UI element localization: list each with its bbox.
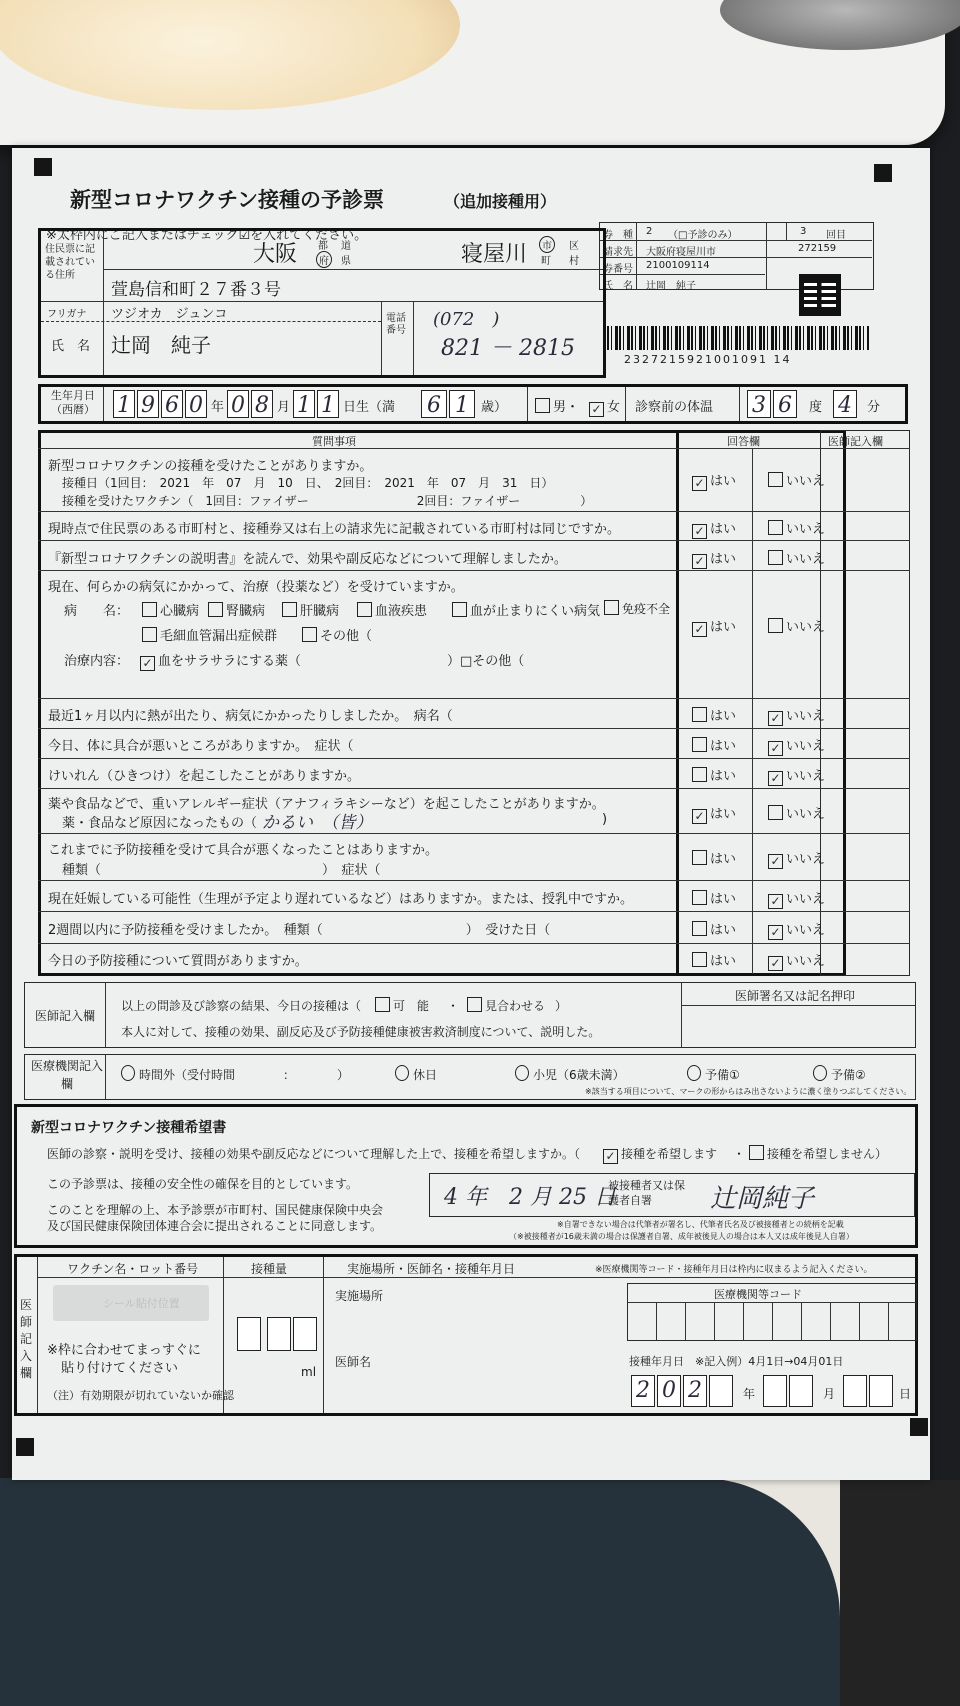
- consent-note1: ※自署できない場合は代筆者が署名し、代筆者氏名及び被接種者との続柄を記載: [557, 1220, 844, 1229]
- doctor-kano[interactable]: [375, 997, 429, 1014]
- q12-yes[interactable]: [692, 950, 736, 969]
- seikyu-code: 272159: [798, 243, 837, 254]
- consent-title: 新型コロナワクチン接種希望書: [31, 1120, 227, 1136]
- signature: 辻岡純子: [710, 1184, 815, 1214]
- dob-year-digit: 9: [137, 390, 159, 418]
- q4-d8[interactable]: [302, 625, 372, 644]
- q5-no[interactable]: ✓ いいえ: [768, 705, 825, 726]
- furigana: ツジオカ ジュンコ: [111, 307, 228, 322]
- q4-d4[interactable]: [357, 600, 427, 619]
- no-label: いいえ: [786, 620, 826, 635]
- o1-label: 時間外（受付時間 ： ）: [139, 1068, 350, 1082]
- q10-no[interactable]: ✓ いいえ: [768, 888, 825, 909]
- registration-mark-icon: [16, 1438, 34, 1456]
- no-label: いいえ: [786, 852, 826, 867]
- q11-text: 2週間以内に予防接種を受けましたか。 種類（ ） 受けた日（: [48, 923, 551, 938]
- want-label: 接種を希望します: [621, 1147, 718, 1161]
- vaccination-form: 新型コロナワクチン接種の予診票 （追加接種用） ※太枠内にご記入またはチェック☑を入れてください。 券 種 2 （□予診のみ） 3 回目 請求先 大阪府寝屋川市 272159 券番号 2100109114 氏 名 辻岡 純子 2327215921001091 14 住民票に記載されている住所 大阪 都 道 府 県 寝屋川 市 区 町 村 萱島信和町２７番３号 フリガナ ツジオカ ジュンコ 氏 名 辻岡 純子 電話番号 (072 ) 821 － 2815 生年月日（西暦） 1 9 6 0 年 0 8 月 1 1 日生（満 6 1 歳） 男・ ✓ 女 診察前の体温 3 6 度 4 分 質問事項 回答欄 医師記入欄 新型コロナワクチンの接種を受けたことがありますか。 接種日（1回目： 2021 年 07 月 10 日、 2回目： 2021 年 07 月 31 日） 接種を受けたワクチン（ 1回目：ファイザー 2回目：ファイザー ） ✓ はい いいえ 現時点で住民票のある市町村と、接種券又は右上の請求先に記載されている市町村は同じですか。 ✓ はい いいえ 『新型コロナワクチンの説明書』を読んで、効果や副反応などについて理解しましたか。 ✓ はい いいえ 現在、何らかの病気にかかって、治療（投薬など）を受けていますか。 病 名： 心臓病 腎臓病 肝臓病 血液疾患 血が止まりにくい病気 免疫不全 毛細血管漏出症候群 その他（ 治療内容： ✓ 血をサラサラにする薬（ ）□その他（ ✓ はい いいえ 最近1ヶ月以内に熱が出たり、病気にかかったりしましたか。 病名（ はい ✓ いいえ 今日、体に具合が悪いところがありますか。 症状（ はい ✓ いいえ けいれん（ひきつけ）を起こしたことがありますか。 はい ✓ いいえ 薬や食品などで、重いアレルギー症状（アナフィラキシーなど）を起こしたことがありますか。 薬・食品など原因になったもの（ かるい （皆） ) ✓ はい いいえ これまでに予防接種を受けて具合が悪くなったことはありますか。 種類（ ） 症状（ はい ✓ いいえ 現在妊娠している可能性（生理が予定より遅れているなど）はありますか。または、授乳中ですか。 はい ✓ いいえ 2週間以内に予防接種を受けましたか。 種類（ ） 受けた日（ はい ✓ いいえ 今日の予防接種について質問がありますか。 はい ✓ いいえ 医師記入欄 以上の問診及び診察の結果、今日の接種は（ 可 能 ・ 見合わせる ） 本人に対して、接種の効果、副反応及び予防接種健康被害救済制度について、説明した。 医師署名又は記名押印 医療機関記入欄 時間外（受付時間 ： ） 休日 小児（6歳未満） 予備① 予備② ※該当する項目について、マークの形からはみ出さないように濃く塗りつぶしてください。 新型コロナワクチン接種希望書 医師の診察・説明を受け、接種の効果や副反応などについて理解した上で、接種を希望しますか。（ ✓ 接種を希望します ・ 接種を希望しません） この予診票は、接種の安全性の確保を目的としています。 このことを理解の上、本予診票が市町村、国民健康保険中央会 及び国民健康保険団体連合会に提出されることに同意します。 4 年 2 月 25 日 被接種者又は保護者自署 辻岡純子 ※自署できない場合は代筆者が署名し、代筆者氏名及び被接種者との続柄を記載 （※被接種者が16歳未満の場合は保護者自署、成年被後見人の場合は本人又は成年後見人自署） 医師記入欄 ワクチン名・ロット番号 接種量 実施場所・医師名・接種年月日 ※医療機関等コード・接種年月日は枠内に収まるよう記入ください。 シール貼付位置 ※枠に合わせてまっすぐに 貼り付けてください （注）有効期限が切れていないか確認 ml 実施場所 医師名 医療機関等コード 接種年月日 ※記入例）4月1日→04月01日 2 0 2 年 月 日: [12, 148, 930, 1480]
- dob-year-digit: 0: [185, 390, 207, 418]
- pref-suffix: 県: [341, 256, 351, 267]
- header-answer: 回答欄: [727, 435, 760, 448]
- clinic-note: ※該当する項目について、マークの形からはみ出さないように濃く塗りつぶしてください。: [585, 1087, 912, 1096]
- prefecture: 大阪: [253, 242, 298, 267]
- ken-bango-value: 2100109114: [646, 260, 710, 271]
- q11-no[interactable]: ✓ いいえ: [768, 919, 825, 940]
- clinic-o5[interactable]: [813, 1065, 866, 1083]
- dob-month-digit: 8: [251, 390, 273, 418]
- q4-d5[interactable]: [452, 600, 600, 619]
- header-question: 質問事項: [312, 435, 356, 448]
- consent-line3: このことを理解の上、本予診票が市町村、国民健康保険中央会: [47, 1203, 384, 1217]
- male-label: 男・: [553, 400, 580, 415]
- dob-month-digit: 0: [227, 390, 249, 418]
- phone-number: 821 － 2815: [441, 336, 575, 361]
- q7-text: けいれん（ひきつけ）を起こしたことがありますか。: [48, 769, 361, 784]
- clinic-o4[interactable]: [687, 1065, 740, 1083]
- d1-label: 心臓病: [160, 604, 200, 619]
- d5-label: 血が止まりにくい病気: [470, 604, 601, 619]
- q8-handwritten: かるい （皆）: [262, 813, 373, 833]
- clinic-label: 医療機関記入欄: [31, 1059, 104, 1091]
- clinic-o1[interactable]: [121, 1065, 349, 1083]
- q9-no[interactable]: ✓ いいえ: [768, 848, 825, 869]
- registration-mark-icon: [910, 1418, 928, 1436]
- d2-label: 腎臓病: [226, 604, 266, 619]
- date-year-digit: 2: [631, 1375, 655, 1407]
- address-label: 住民票に記載されている住所: [45, 244, 95, 281]
- q3-yes[interactable]: ✓ はい: [692, 548, 736, 569]
- o3-label: 小児（6歳未満）: [533, 1068, 625, 1082]
- q7-no[interactable]: ✓ いいえ: [768, 765, 825, 786]
- doctor-line2: 本人に対して、接種の効果、副反応及び予防接種健康被害救済制度について、説明した。: [121, 1025, 601, 1039]
- q4-treat-label: 治療内容：: [64, 654, 130, 669]
- q4-yes[interactable]: ✓ はい: [692, 616, 736, 637]
- q10-yes[interactable]: [692, 888, 736, 907]
- q10-text: 現在妊娠している可能性（生理が予定より遅れているなど）はありますか。または、授乳中ですか。: [48, 892, 634, 907]
- sticker-inst2: 貼り付けてください: [61, 1361, 179, 1376]
- dob-year-digit: 6: [161, 390, 183, 418]
- barcode-number: 2327215921001091 14: [624, 353, 792, 366]
- q4-t1[interactable]: ✓ 血をサラサラにする薬（: [140, 650, 301, 671]
- code-box: [627, 1283, 917, 1341]
- city-suffix: 町: [541, 256, 551, 267]
- date-month-digit[interactable]: [763, 1375, 787, 1407]
- dose-header: 接種量: [251, 1262, 288, 1276]
- clinic-o3[interactable]: [515, 1065, 625, 1083]
- personal-info-box: [38, 228, 606, 378]
- name: 辻岡 純子: [111, 333, 211, 357]
- nen-label: 年: [211, 400, 225, 415]
- dob-day-digit: 1: [293, 390, 315, 418]
- sex-male[interactable]: [535, 396, 579, 415]
- ml-label: ml: [301, 1365, 317, 1379]
- yes-label: はい: [710, 474, 737, 489]
- q2-no[interactable]: [768, 518, 825, 537]
- kaime-label: 回目: [826, 230, 846, 241]
- date-day-digit[interactable]: [869, 1375, 893, 1407]
- q7-yes[interactable]: [692, 765, 736, 784]
- dose-box[interactable]: [293, 1317, 317, 1351]
- kaime-value: 3: [800, 226, 807, 237]
- yes-label: はい: [710, 954, 737, 969]
- expiry-note: （注）有効期限が切れていないか確認: [47, 1389, 234, 1402]
- q8-sub: 薬・食品など原因になったもの（: [62, 816, 258, 831]
- place-note: ※医療機関等コード・接種年月日は枠内に収まるよう記入ください。: [595, 1265, 873, 1275]
- doctor-line1: 以上の問診及び診察の結果、今日の接種は（: [121, 999, 362, 1013]
- date-tsuki: 月: [823, 1387, 836, 1401]
- q1-vaccine: 接種を受けたワクチン（ 1回目：ファイザー 2回目：ファイザー ）: [62, 494, 593, 508]
- q11-yes[interactable]: [692, 919, 736, 938]
- sticker-area: [53, 1285, 209, 1321]
- q4-disease-label: 病 名：: [64, 604, 130, 619]
- pref-suffix: 道: [341, 241, 351, 252]
- name-label: 氏 名: [51, 339, 91, 354]
- yes-label: はい: [710, 739, 737, 754]
- pref-suffix: 都: [318, 241, 328, 252]
- registration-mark-icon: [874, 164, 892, 182]
- vaccine-lot-header: ワクチン名・ロット番号: [67, 1262, 199, 1276]
- yes-label: はい: [710, 620, 737, 635]
- yes-label: はい: [710, 552, 737, 567]
- q4-d7[interactable]: [142, 625, 277, 644]
- date-nen: 年: [743, 1387, 756, 1401]
- d6-label: 免疫不全: [622, 602, 671, 616]
- clinic-section: [24, 1054, 916, 1100]
- dob-label: 生年月日（西暦）: [51, 389, 95, 416]
- city-suffix-circled: 市: [539, 236, 555, 253]
- instruction: ※太枠内にご記入またはチェック☑を入れてください。: [46, 228, 368, 243]
- ken-shu-label: 券 種: [603, 230, 633, 241]
- no-label: いいえ: [786, 739, 826, 754]
- code-cells[interactable]: [628, 1303, 916, 1340]
- dob-day-digit: 1: [317, 390, 339, 418]
- date-year-digit: 0: [657, 1375, 681, 1407]
- o2-label: 休日: [413, 1068, 438, 1082]
- date-month-digit[interactable]: [789, 1375, 813, 1407]
- barcode-icon: [607, 326, 869, 350]
- q9-yes[interactable]: [692, 848, 736, 867]
- city-suffix: 区: [569, 241, 579, 252]
- admin-name-label: 氏 名: [603, 281, 633, 292]
- t1-label: 血をサラサラにする薬（: [158, 654, 302, 669]
- d4-label: 血液疾患: [375, 604, 428, 619]
- q1-no[interactable]: [768, 470, 825, 489]
- temp-label: 診察前の体温: [635, 400, 714, 415]
- q2-text: 現時点で住民票のある市町村と、接種券又は右上の請求先に記載されている市町村は同じですか。: [48, 522, 621, 537]
- d7-label: 毛細血管漏出症候群: [160, 629, 278, 644]
- consent-note2: （※被接種者が16歳未満の場合は保護者自署、成年被後見人の場合は本人又は成年後見人自署）: [509, 1232, 854, 1241]
- q4-d2[interactable]: [208, 600, 265, 619]
- q9-sub: 種類（ ） 症状（: [62, 863, 381, 878]
- sticker-inst1: ※枠に合わせてまっすぐに: [47, 1343, 201, 1358]
- date-nichi: 日: [899, 1387, 912, 1401]
- q3-text: 『新型コロナワクチンの説明書』を読んで、効果や副反応などについて理解しましたか。: [48, 552, 567, 567]
- tsuki-label: 月: [277, 400, 291, 415]
- seikyu-label: 請求先: [603, 247, 633, 258]
- no-label: いいえ: [786, 892, 826, 907]
- date-day-digit[interactable]: [843, 1375, 867, 1407]
- bu-label: 分: [867, 400, 881, 415]
- q12-text: 今日の予防接種について質問がありますか。: [48, 954, 308, 969]
- dontwant-label: 接種を希望しません）: [767, 1147, 888, 1161]
- clinic-o2[interactable]: [395, 1065, 437, 1083]
- q6-yes[interactable]: [692, 735, 736, 754]
- phone-label: 電話番号: [386, 313, 406, 336]
- date-label: 接種年月日 ※記入例）4月1日→04月01日: [629, 1355, 844, 1368]
- q4-text: 現在、何らかの病気にかかって、治療（投薬など）を受けていますか。: [48, 580, 464, 595]
- yes-label: はい: [710, 522, 737, 537]
- jeans-legs: [0, 1478, 840, 1706]
- consent-want[interactable]: ✓ 接種を希望します: [603, 1145, 717, 1164]
- miawase-label: 見合わせる: [485, 999, 546, 1013]
- date-year-digit: 2: [683, 1375, 707, 1407]
- yoshin-only: （□予診のみ）: [668, 230, 738, 241]
- d8-label: その他（: [320, 629, 373, 644]
- sticker-label: シール貼付位置: [103, 1297, 180, 1310]
- d3-label: 肝臓病: [300, 604, 340, 619]
- q8-no[interactable]: [768, 803, 825, 822]
- q6-no[interactable]: ✓ いいえ: [768, 735, 825, 756]
- no-label: いいえ: [786, 552, 826, 567]
- q3-no[interactable]: [768, 548, 825, 567]
- qr-code-icon: [799, 274, 841, 316]
- consent-dontwant[interactable]: [749, 1145, 887, 1162]
- q12-no[interactable]: ✓ いいえ: [768, 950, 825, 971]
- place-header: 実施場所・医師名・接種年月日: [347, 1262, 516, 1276]
- no-label: いいえ: [786, 923, 826, 938]
- age-digit: 1: [449, 390, 475, 418]
- city: 寝屋川: [461, 242, 528, 267]
- o5-label: 予備②: [831, 1068, 866, 1082]
- bottom-section: [14, 1254, 918, 1416]
- no-label: いいえ: [786, 522, 826, 537]
- code-label: 医療機関等コード: [714, 1288, 802, 1301]
- q4-d1[interactable]: [142, 600, 199, 619]
- q5-yes[interactable]: [692, 705, 736, 724]
- phone-area: (072 ): [433, 309, 500, 330]
- doctor-sign-label: 医師署名又は記名押印: [735, 989, 856, 1003]
- bottom-side-label: 医師記入欄: [20, 1298, 33, 1380]
- female-label: 女: [607, 400, 621, 415]
- yes-label: はい: [710, 892, 737, 907]
- q9-text: これまでに予防接種を受けて具合が悪くなったことはありますか。: [48, 843, 439, 858]
- kano-label: 可 能: [393, 999, 430, 1013]
- dob-year-digit: 1: [113, 390, 135, 418]
- consent-line2: この予診票は、接種の安全性の確保を目的としています。: [47, 1177, 359, 1191]
- dose-box[interactable]: [237, 1317, 261, 1351]
- consent-line1: 医師の診察・説明を受け、接種の効果や副反応などについて理解した上で、接種を希望しますか。（: [47, 1147, 581, 1161]
- seikyu-value: 大阪府寝屋川市: [646, 247, 716, 258]
- no-label: いいえ: [786, 769, 826, 784]
- temp-digit: 6: [773, 390, 797, 418]
- q4-d3[interactable]: [282, 600, 339, 619]
- q4-no[interactable]: [768, 616, 825, 635]
- q1-yes[interactable]: ✓ はい: [692, 470, 736, 491]
- doctor-label: 医師記入欄: [35, 1009, 96, 1023]
- q4-t2: ）□その他（: [447, 654, 525, 669]
- nichi-sei-label: 日生（満: [343, 400, 396, 415]
- yes-label: はい: [710, 807, 737, 822]
- q1-text: 新型コロナワクチンの接種を受けたことがありますか。: [48, 459, 373, 474]
- header-doctor: 医師記入欄: [828, 435, 883, 448]
- registration-mark-icon: [34, 158, 52, 176]
- no-label: いいえ: [786, 709, 826, 724]
- form-subtitle: （追加接種用）: [444, 192, 557, 211]
- q1-dates: 接種日（1回目： 2021 年 07 月 10 日、 2回目： 2021 年 07 月 31 日）: [62, 476, 554, 490]
- yes-label: はい: [710, 769, 737, 784]
- doctor-name-label: 医師名: [335, 1355, 372, 1369]
- admin-name-value: 辻岡 純子: [646, 281, 696, 292]
- yes-label: はい: [710, 709, 737, 724]
- city-suffix: 村: [569, 256, 579, 267]
- yes-label: はい: [710, 852, 737, 867]
- signature-box: [429, 1173, 915, 1217]
- furigana-label: フリガナ: [47, 309, 87, 320]
- q8-text: 薬や食品などで、重いアレルギー症状（アナフィラキシーなど）を起こしたことがありますか。: [48, 797, 605, 812]
- age-digit: 6: [421, 390, 447, 418]
- sai-label: 歳）: [481, 400, 508, 415]
- yes-label: はい: [710, 923, 737, 938]
- no-label: いいえ: [786, 954, 826, 969]
- ken-bango-label: 券番号: [603, 264, 633, 275]
- dose-box[interactable]: [267, 1317, 291, 1351]
- dob-row: [38, 384, 908, 424]
- ken-shu-value: 2: [646, 226, 653, 237]
- consent-date: 4 年 2 月 25 日: [444, 1185, 616, 1210]
- temp-digit: 3: [747, 390, 771, 418]
- pref-suffix-circled: 府: [316, 251, 332, 268]
- q8-yes[interactable]: ✓ はい: [692, 803, 736, 824]
- street-address: 萱島信和町２７番３号: [111, 280, 281, 300]
- q4-d6[interactable]: [604, 600, 670, 617]
- o4-label: 予備①: [705, 1068, 740, 1082]
- doctor-section: 医師記入欄 以上の問診及び診察の結果、今日の接種は（ 可 能 ・ 見合わせる ） 本人に対して、接種の効果、副反応及び予防接種健康被害救済制度について、説明した。 医師署名又は記名押印: [24, 982, 916, 1048]
- sex-female[interactable]: ✓ 女: [589, 396, 620, 417]
- doctor-miawase[interactable]: [467, 997, 545, 1014]
- q6-text: 今日、体に具合が悪いところがありますか。 症状（: [48, 739, 354, 754]
- q5-text: 最近1ヶ月以内に熱が出たり、病気にかかったりしましたか。 病名（: [48, 709, 453, 724]
- no-label: いいえ: [786, 474, 826, 489]
- temp-decimal-digit: 4: [833, 390, 857, 418]
- form-title: 新型コロナワクチン接種の予診票: [70, 188, 384, 212]
- do-label: 度: [809, 400, 823, 415]
- consent-line4: 及び国民健康保険団体連合会に提出されることに同意します。: [47, 1219, 383, 1233]
- no-label: いいえ: [786, 807, 826, 822]
- date-year-digit[interactable]: [709, 1375, 733, 1407]
- q2-yes[interactable]: ✓ はい: [692, 518, 736, 539]
- place-label: 実施場所: [335, 1289, 384, 1303]
- consent-section: 新型コロナワクチン接種希望書 医師の診察・説明を受け、接種の効果や副反応などについて理解した上で、接種を希望しますか。（ ✓ 接種を希望します ・ 接種を希望しません） この予診票は、接種の安全性の確保を目的としています。 このことを理解の上、本予診票が市町村、国民健康保険中央会 及び国民健康保険団体連合会に提出されることに同意します。 4 年 2 月 25 日 被接種者又は保護者自署 辻岡純子 ※自署できない場合は代筆者が署名し、代筆者氏名及び被接種者との続柄を記載 （※被接種者が16歳未満の場合は保護者自署、成年被後見人の場合は本人又は成年後見人自署）: [14, 1104, 918, 1248]
- signer-label: 被接種者又は保護者自署: [608, 1179, 685, 1207]
